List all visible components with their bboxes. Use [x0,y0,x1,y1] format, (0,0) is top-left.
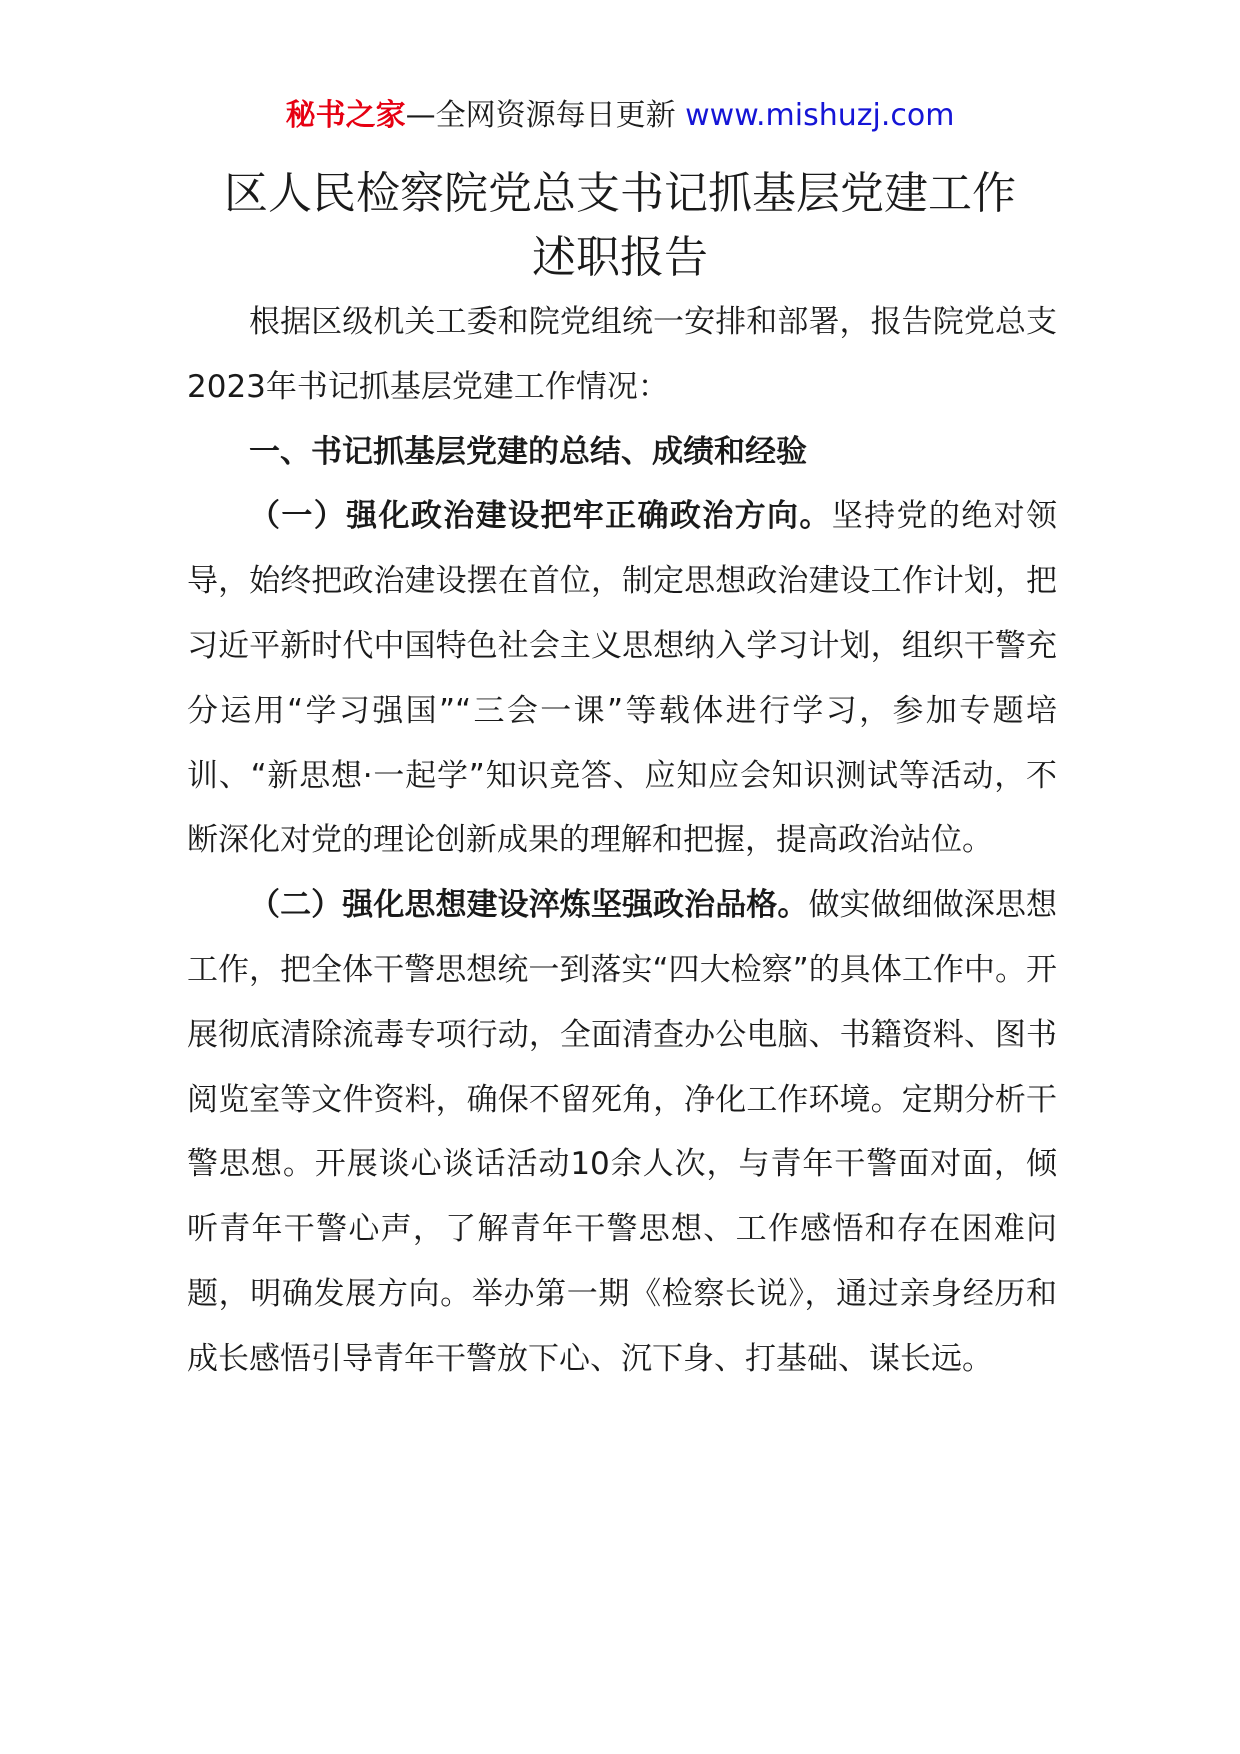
section-heading-1: 一、书记抓基层党建的总结、成绩和经验 [249,433,807,470]
item-1-text: 坚持党的绝对领导，始终把政治建设摆在首位，制定思想政治建设工作计划，把习近平新时代中国特色社会主义思想纳入学习计划，组织干警充分运用“学习强国”“三会一课”等载体进行学习，参加专题培训、“新思想·一起学”知识竞答、应知应会知识测试等活动，不断深化对党的理论创新成果的理解和把握，提高政治站位。 [187,498,1057,859]
item-paragraph-1 [187,484,1057,873]
site-banner [0,96,1240,136]
brand-name: 秘书之家 [285,98,406,133]
item-2-lead: （二）强化思想建设淬炼坚强政治品格。 [249,887,809,924]
brand-tagline: —全网资源每日更新 [405,98,676,133]
item-1-lead: （一）强化政治建设把牢正确政治方向。 [249,498,832,535]
document-body [187,290,1057,1392]
item-2-text: 做实做细做深思想工作，把全体干警思想统一到落实“四大检察”的具体工作中。开展彻底清除流毒专项行动，全面清查办公电脑、书籍资料、图书阅览室等文件资料，确保不留死角，净化工作环境。定期分析干警思想。开展谈心谈话活动10余人次，与青年干警面对面，倾听青年干警心声，了解青年干警思想、工作感悟和存在困难问题，明确发展方向。举办第一期《检察长说》，通过亲身经历和成长感悟引导青年干警放下心、沉下身、打基础、谋长远。 [187,887,1058,1377]
item-paragraph-2 [187,873,1057,1391]
document-title-line-1: 区人民检察院党总支书记抓基层党建工作 [224,168,1016,219]
brand-url-link[interactable]: www.mishuzj.com [685,98,955,133]
document-title-line-2: 述职报告 [532,232,708,283]
intro-paragraph: 根据区级机关工委和院党组统一安排和部署，报告院党总支2023年书记抓基层党建工作情况： [187,304,1057,405]
